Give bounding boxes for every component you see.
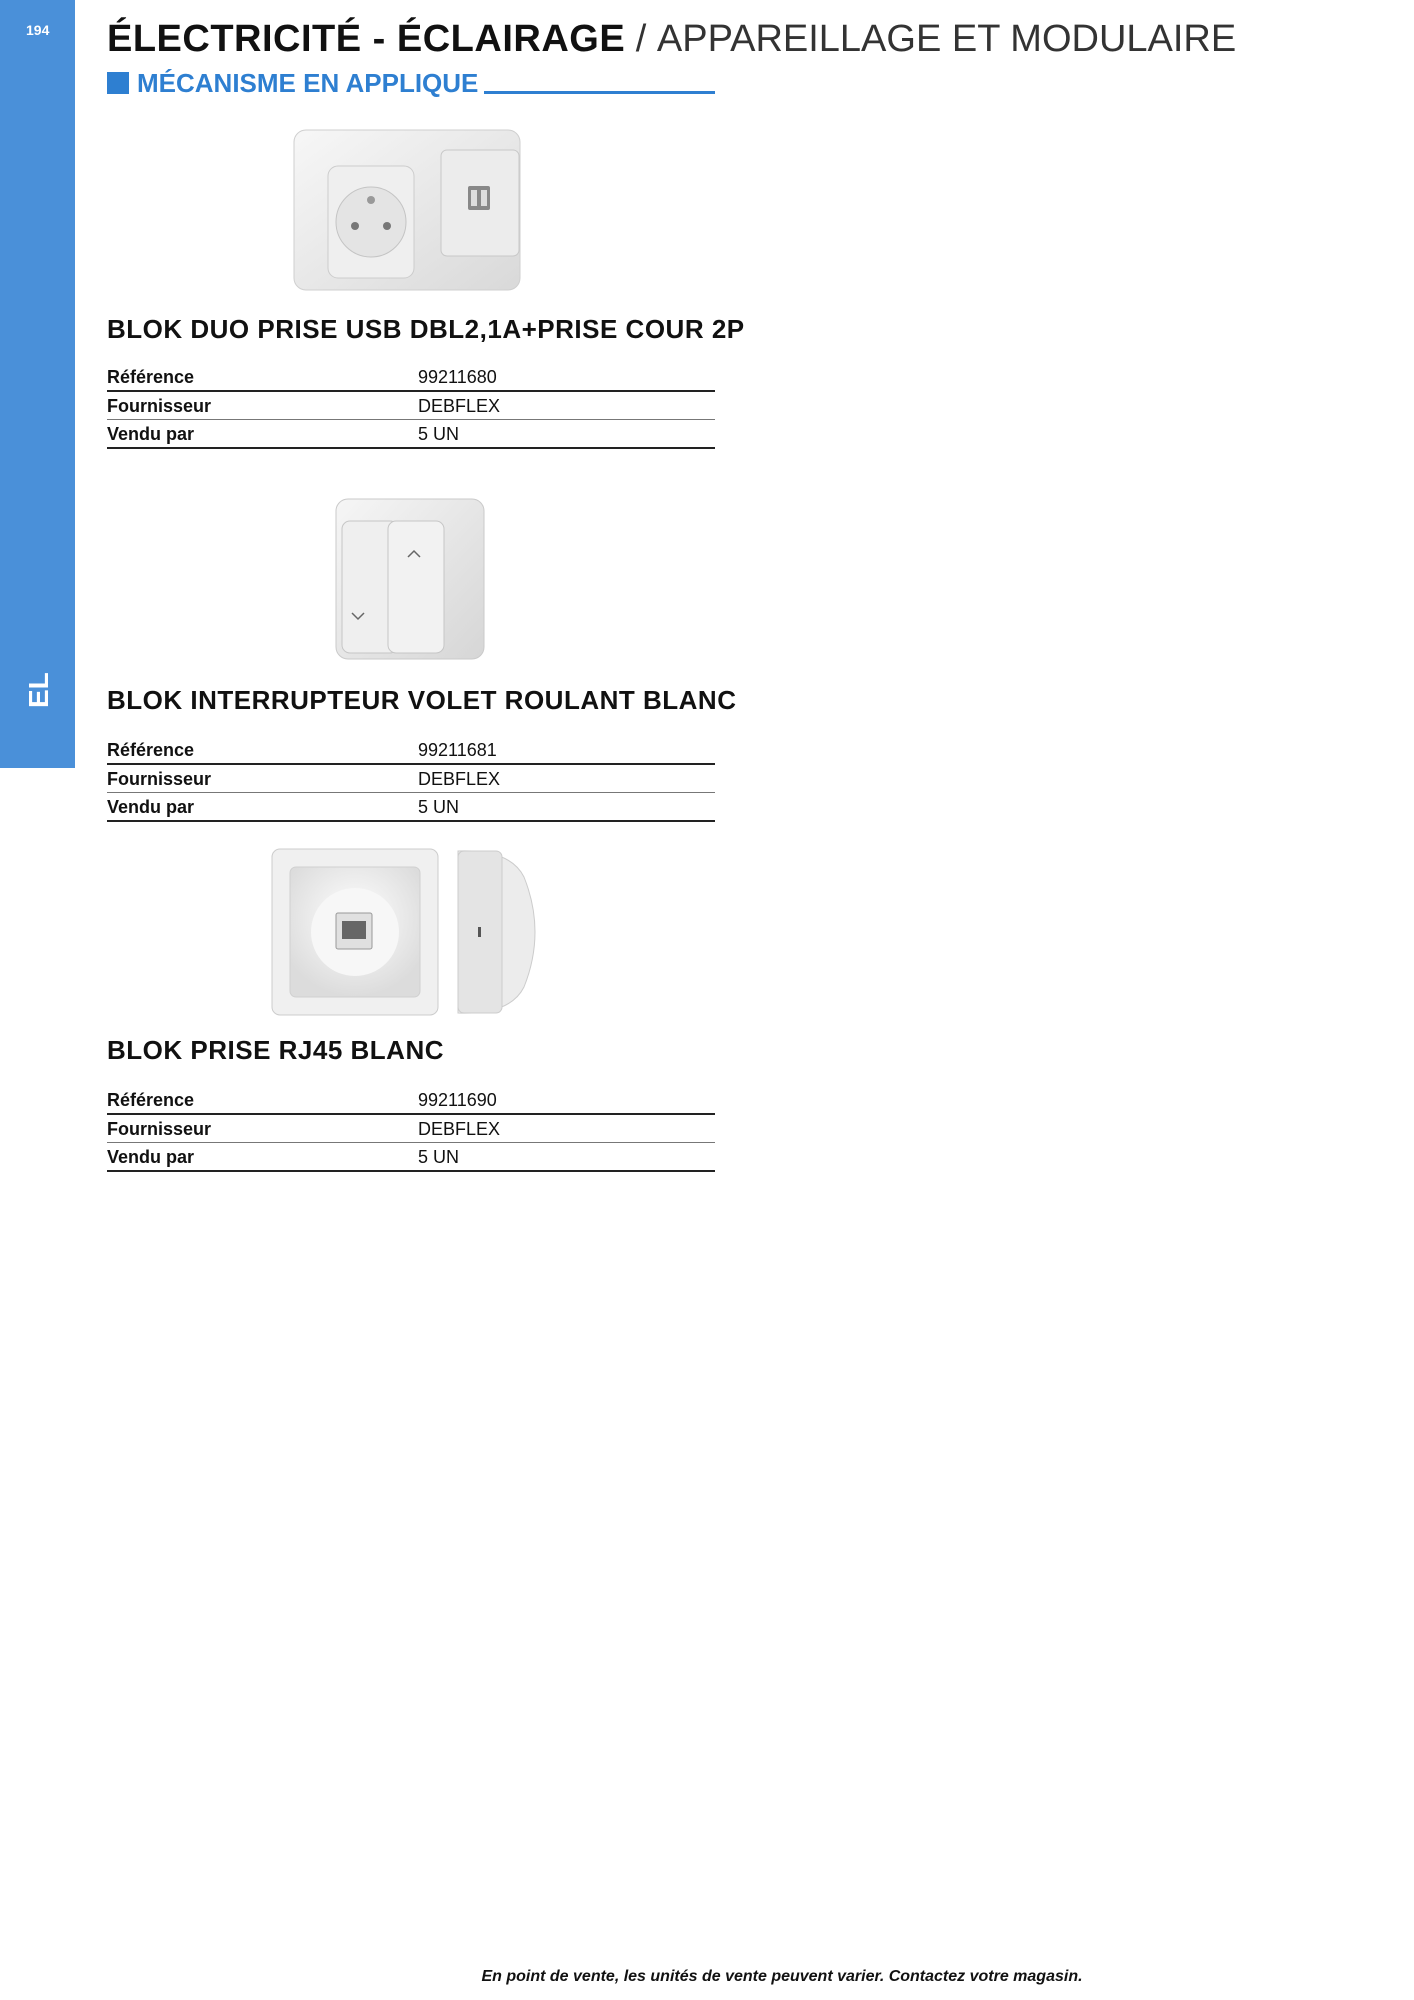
spec-value: 99211690	[418, 1090, 497, 1110]
spec-label: Fournisseur	[107, 1119, 212, 1139]
spec-row-supplier	[107, 393, 715, 420]
product-name: BLOK INTERRUPTEUR VOLET ROULANT BLANC	[107, 685, 737, 715]
section-marker-icon	[107, 72, 129, 94]
section-underline	[484, 91, 715, 94]
rj45-socket-image	[270, 847, 556, 1017]
spec-row-reference	[107, 1087, 715, 1115]
spec-label: Référence	[107, 1090, 195, 1110]
spec-label: Vendu par	[107, 424, 195, 444]
spec-label: Vendu par	[107, 797, 195, 817]
spec-value: 5 UN	[418, 424, 460, 444]
spec-value: 5 UN	[418, 797, 460, 817]
title-main: ÉLECTRICITÉ - ÉCLAIRAGE	[107, 18, 626, 60]
spec-label: Vendu par	[107, 1147, 195, 1167]
spec-value: 99211680	[418, 367, 497, 387]
spec-row-reference	[107, 364, 715, 392]
shutter-switch-image	[332, 495, 490, 665]
section-code: EL	[23, 672, 54, 708]
spec-row-sold-by	[107, 1144, 715, 1172]
spec-row-sold-by	[107, 794, 715, 822]
spec-value: 99211681	[418, 740, 497, 760]
section-heading	[107, 67, 715, 98]
spec-label: Référence	[107, 367, 195, 387]
spec-label: Fournisseur	[107, 769, 212, 789]
spec-row-reference	[107, 737, 715, 765]
title-separator: /	[635, 18, 647, 60]
spec-label: Référence	[107, 740, 195, 760]
title-subcategory: APPAREILLAGE ET MODULAIRE	[656, 18, 1237, 60]
page-number: 194	[26, 22, 50, 38]
spec-row-sold-by	[107, 421, 715, 449]
spec-row-supplier	[107, 1116, 715, 1143]
spec-value: 5 UN	[418, 1147, 460, 1167]
section-label: MÉCANISME EN APPLIQUE	[137, 67, 479, 98]
page-title	[107, 16, 1236, 62]
spec-value: DEBFLEX	[418, 396, 501, 416]
footer-note: En point de vente, les unités de vente peuvent varier. Contactez votre magasin.	[481, 1968, 1083, 1985]
spec-label: Fournisseur	[107, 396, 212, 416]
side-tab	[0, 0, 75, 768]
product-name: BLOK PRISE RJ45 BLANC	[107, 1035, 444, 1065]
spec-row-supplier	[107, 766, 715, 793]
duo-socket-usb-image	[292, 126, 524, 296]
product-name: BLOK DUO PRISE USB DBL2,1A+PRISE COUR 2P	[107, 314, 745, 344]
spec-value: DEBFLEX	[418, 769, 501, 789]
spec-value: DEBFLEX	[418, 1119, 501, 1139]
